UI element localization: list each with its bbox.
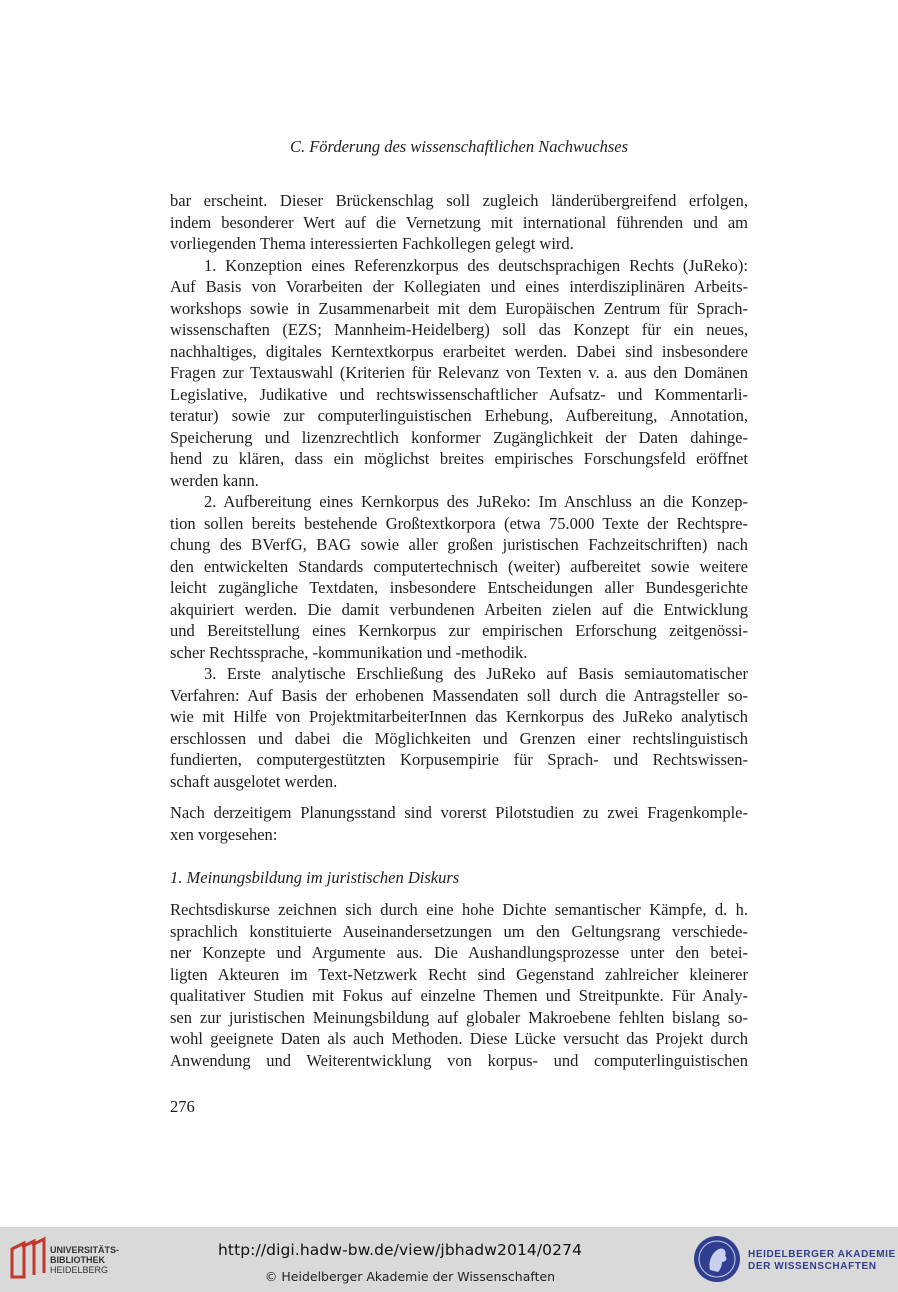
text-line: scher Rechtssprache, -kommunikation und -methodik. <box>170 643 528 662</box>
text-line: werden kann. <box>170 471 259 490</box>
text-line: Speicherung und lizenzrechtlich konformer Zugänglichkeit der Daten dahinge- <box>170 428 748 447</box>
text-line: qualitativer Studien mit Fokus auf einzelne Themen und Streitpunkte. Für Analy- <box>170 986 748 1005</box>
text-line: leicht zugängliche Textdaten, insbesondere Entscheidungen aller Bundesgerichte <box>170 578 748 597</box>
text-line: sen zur juristischen Meinungsbildung auf globaler Makroebene fehlten bislang so- <box>170 1008 748 1027</box>
text-line: Anwendung und Weiterentwicklung von korpus- und computerlinguistischen <box>170 1051 748 1070</box>
text-line: hend zu klären, dass ein möglichst breites empirisches Forschungsfeld eröffnet <box>170 449 748 468</box>
footer-bar <box>0 1227 898 1292</box>
text-line: und Bereitstellung eines Kernkorpus zur empirischen Erforschung zeitgenössi- <box>170 621 748 640</box>
text-line: nachhaltiges, digitales Kerntextkorpus erarbeitet werden. Dabei sind insbesondere <box>170 342 748 361</box>
page-number: 276 <box>170 1097 195 1116</box>
permalink-url[interactable]: http://digi.hadw-bw.de/view/jbhadw2014/0274 <box>217 1241 583 1259</box>
text-line: Legislative, Judikative und rechtswissenschaftlicher Aufsatz- und Kommentarli- <box>170 385 748 404</box>
text-line: wissenschaften (EZS; Mannheim-Heidelberg) soll das Konzept für ein neues, <box>170 320 748 339</box>
text-line: xen vorgesehen: <box>170 825 278 844</box>
university-library-logo[interactable] <box>8 1235 128 1281</box>
text-line: workshops sowie in Zusammenarbeit mit dem Europäischen Zentrum für Sprach- <box>170 299 748 318</box>
text-line: wie mit Hilfe von ProjektmitarbeiterInnen das Kernkorpus des JuReko analytisch <box>170 707 748 726</box>
section-subheading: 1. Meinungsbildung im juristischen Diskurs <box>170 868 460 887</box>
library-logo-line: HEIDELBERG <box>50 1265 109 1275</box>
text-line: 1. Konzeption eines Referenzkorpus des deutschsprachigen Rechts (JuReko): <box>204 256 748 275</box>
library-logo-text <box>50 1245 119 1275</box>
text-line: bar erscheint. Dieser Brückenschlag soll zugleich länderübergreifend erfolgen, <box>170 191 748 210</box>
academy-logo[interactable] <box>692 1234 896 1286</box>
academy-logo-text <box>748 1249 896 1273</box>
text-line: sprachlich konstituierte Auseinandersetzungen um den Geltungsrang verschiede- <box>170 922 748 941</box>
running-head: C. Förderung des wissenschaftlichen Nachwuchses <box>289 137 629 156</box>
text-line: vorliegenden Thema interessierten Fachkollegen gelegt wird. <box>170 234 574 253</box>
academy-logo-line: DER WISSENSCHAFTEN <box>748 1261 877 1272</box>
text-line: chung des BVerfG, BAG sowie aller großen juristischen Fachzeitschriften) nach <box>170 535 748 554</box>
text-line: ligten Akteuren im Text-Netzwerk Recht sind Gegenstand zahlreicher kleinerer <box>170 965 748 984</box>
text-line: Verfahren: Auf Basis der erhobenen Massendaten soll durch die Antragsteller so- <box>170 686 748 705</box>
text-line: Nach derzeitigem Planungsstand sind vorerst Pilotstudien zu zwei Fragenkomple- <box>170 803 748 822</box>
text-line: wohl geeignete Daten als auch Methoden. Diese Lücke versucht das Projekt durch <box>170 1029 748 1048</box>
text-line: 2. Aufbereitung eines Kernkorpus des JuReko: Im Anschluss an die Konzep- <box>204 492 748 511</box>
library-logo-line: BIBLIOTHEK <box>50 1255 105 1265</box>
copyright-notice: © Heidelberger Akademie der Wissenschaften <box>264 1269 556 1284</box>
library-logo-line: UNIVERSITÄTS- <box>50 1245 120 1255</box>
text-line: fundierten, computergestützten Korpusempirie für Sprach- und Rechtswissen- <box>170 750 748 769</box>
text-line: erschlossen und dabei die Möglichkeiten und Grenzen einer rechtslinguistisch <box>170 729 748 748</box>
text-line: Fragen zur Textauswahl (Kriterien für Relevanz von Texten v. a. aus den Domänen <box>170 363 748 382</box>
text-line: 3. Erste analytische Erschließung des JuReko auf Basis semiautomatischer <box>204 664 748 683</box>
text-line: Rechtsdiskurse zeichnen sich durch eine hohe Dichte semantischer Kämpfe, d. h. <box>170 900 748 919</box>
library-logo-icon <box>8 1235 46 1281</box>
text-line: teratur) sowie zur computerlinguistischen Erhebung, Aufbereitung, Annotation, <box>170 406 748 425</box>
text-line: akquiriert werden. Die damit verbundenen Arbeiten zielen auf die Entwicklung <box>170 600 748 619</box>
text-line: den entwickelten Standards computertechnisch (weiter) aufbereitet sowie weitere <box>170 557 748 576</box>
academy-seal-icon <box>692 1234 742 1284</box>
text-line: ner Konzepte und Argumente aus. Die Aushandlungsprozesse unter den betei- <box>170 943 748 962</box>
text-line: tion sollen bereits bestehende Großtextkorpora (etwa 75.000 Texte der Rechtspre- <box>170 514 748 533</box>
academy-logo-line: HEIDELBERGER AKADEMIE <box>748 1249 896 1260</box>
text-line: Auf Basis von Vorarbeiten der Kollegiaten und eines interdisziplinären Arbeits- <box>170 277 748 296</box>
text-line: schaft ausgelotet werden. <box>170 772 338 791</box>
text-line: indem besonderer Wert auf die Vernetzung mit international führenden und am <box>170 213 748 232</box>
